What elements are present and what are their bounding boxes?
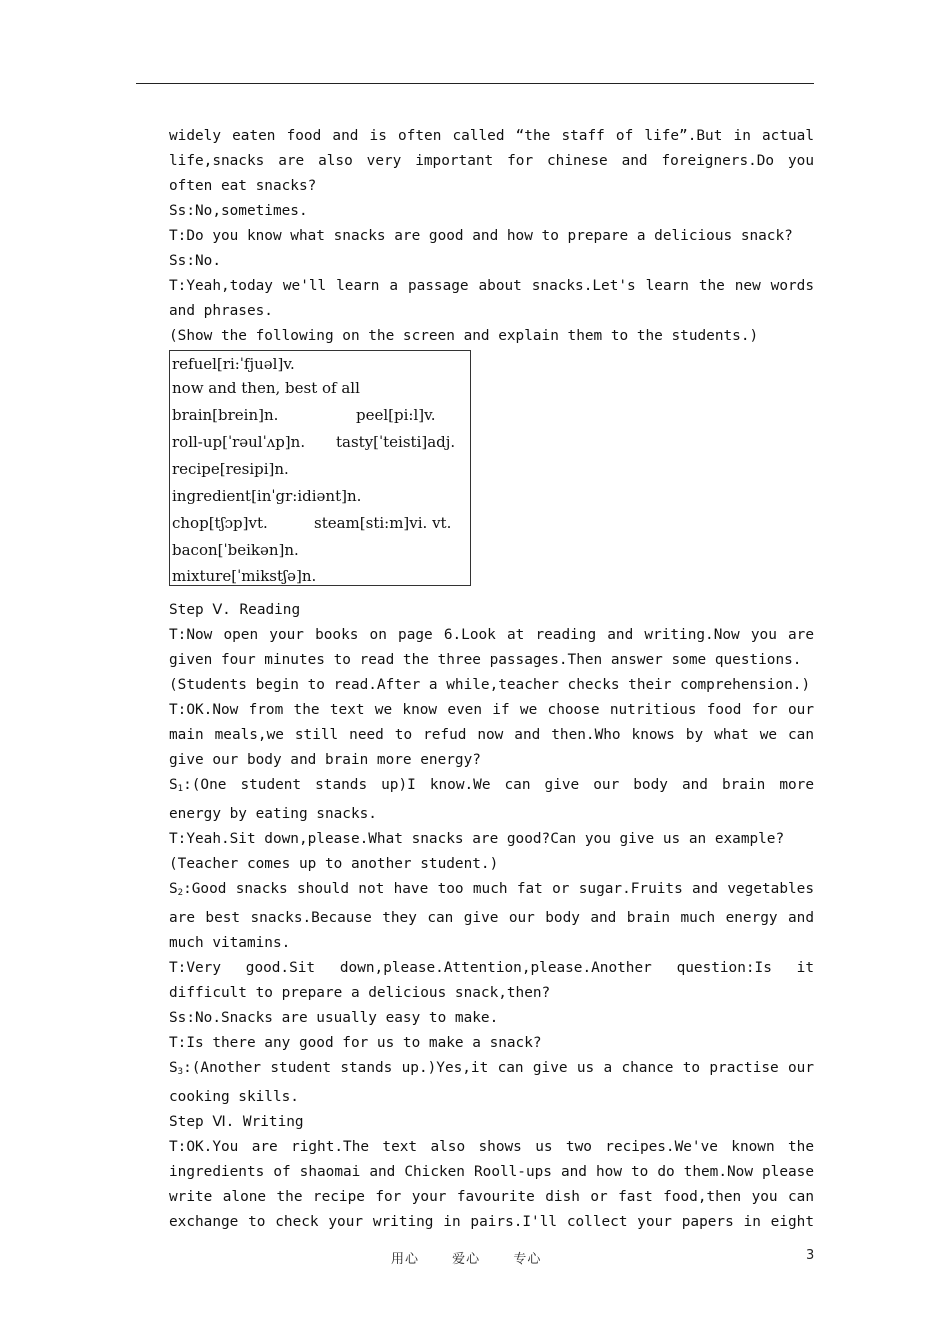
- paragraph: (Teacher comes up to another student.): [169, 856, 499, 872]
- footer-motto: [391, 1248, 569, 1267]
- paragraph: T:Now open your books on page 6.Look at reading and writing.Now you are given four minutes to read the three passages.Then answer some questions.: [169, 627, 814, 668]
- paragraph: [169, 773, 814, 827]
- speaker-label: S: [169, 1060, 178, 1076]
- vocab-row: [172, 537, 299, 564]
- paragraph: Ss:No.Snacks are usually easy to make.: [169, 1010, 499, 1026]
- paragraph: (Show the following on the screen and explain them to the students.): [169, 328, 759, 344]
- speaker-label: S: [169, 881, 178, 897]
- paragraph: T:Very good.Sit down,please.Attention,please.Another question:Is it difficult to prepare a delicious snack,then?: [169, 960, 814, 1001]
- vocab-row: [172, 483, 361, 510]
- vocab-row: [172, 429, 456, 456]
- paragraph: T:OK.Now from the text we know even if we choose nutritious food for our main meals,we still need to refud now and then.Who knows by what we can give our body and brain more energy?: [169, 702, 814, 768]
- vocab-entry: mixture[ˈmikstʃə]n.: [172, 567, 317, 585]
- vocab-entry: recipe[resipi]n.: [172, 460, 289, 478]
- vocab-entry: chop[tʃɔp]vt.: [172, 514, 268, 532]
- vocab-entry: refuel[ri:ˈfjuəl]v.: [172, 355, 295, 373]
- vocab-entry: roll-up[ˈrəulˈʌp]n.: [172, 433, 306, 451]
- speaker-index: 3: [177, 1067, 184, 1077]
- vocab-row: [172, 351, 295, 378]
- paragraph: T:Yeah.Sit down,please.What snacks are good?Can you give us an example?: [169, 831, 785, 847]
- footer-motto-word: 爱心: [452, 1252, 481, 1267]
- footer-motto-word: 用心: [391, 1252, 420, 1267]
- section-heading: Step Ⅴ. Reading: [169, 602, 301, 618]
- paragraph: Ss:No.: [169, 253, 221, 269]
- page-footer: [0, 1248, 950, 1268]
- paragraph: T:OK.You are right.The text also shows us two recipes.We've known the ingredients of shaomai and Chicken Rooll-ups and how to do them.Now please write alone the recipe for your favourite dish or fast food,then you can exchange to check your writing in pairs.I'll collect your papers in eight: [169, 1139, 814, 1230]
- paragraph: [169, 877, 814, 956]
- vocab-entry: now and then, best of all: [172, 379, 360, 397]
- paragraph: Ss:No,sometimes.: [169, 203, 308, 219]
- speaker-label: S: [169, 777, 178, 793]
- speaker-text: :Good snacks should not have too much fat or sugar.Fruits and vegetables are best snacks.Because they can give our body and brain much energy and much vitamins.: [169, 881, 814, 951]
- speaker-text: :(Another student stands up.)Yes,it can give us a chance to practise our cooking skills.: [169, 1060, 814, 1105]
- vocab-entry: tasty[ˈteisti]adj.: [336, 433, 456, 451]
- vocab-entry: steam[sti:m]vi. vt.: [314, 514, 452, 532]
- paragraph: T:Do you know what snacks are good and how to prepare a delicious snack?: [169, 228, 793, 244]
- vocab-entry: peel[pi:l]v.: [356, 406, 436, 424]
- footer-motto-word: 专心: [513, 1252, 542, 1267]
- vocab-entry: bacon[ˈbeikən]n.: [172, 541, 299, 559]
- section-heading: Step Ⅵ. Writing: [169, 1114, 304, 1130]
- paragraph: T:Yeah,today we'll learn a passage about snacks.Let's learn the new words and phrases.: [169, 278, 814, 319]
- page-number: 3: [806, 1248, 815, 1263]
- paragraph: widely eaten food and is often called “the staff of life”.But in actual life,snacks are also very important for chinese and foreigners.Do you often eat snacks?: [169, 128, 814, 194]
- vocabulary-box: [169, 350, 471, 586]
- speaker-index: 1: [177, 784, 184, 794]
- paragraph: T:Is there any good for us to make a snack?: [169, 1035, 542, 1051]
- vocab-row: [172, 510, 452, 537]
- vocab-row: [172, 456, 289, 483]
- vocab-row: [172, 402, 436, 429]
- speaker-text: :(One student stands up)I know.We can give our body and brain more energy by eating snacks.: [169, 777, 814, 822]
- vocab-row: [172, 563, 316, 590]
- speaker-index: 2: [177, 888, 184, 898]
- paragraph: (Students begin to read.After a while,teacher checks their comprehension.): [169, 677, 811, 693]
- paragraph: [169, 1056, 814, 1110]
- header-rule: [136, 83, 814, 84]
- vocab-entry: brain[brein]n.: [172, 406, 279, 424]
- body-text: [169, 124, 814, 1235]
- vocab-entry: ingredient[inˈgr:idiənt]n.: [172, 487, 362, 505]
- vocab-row: [172, 375, 360, 402]
